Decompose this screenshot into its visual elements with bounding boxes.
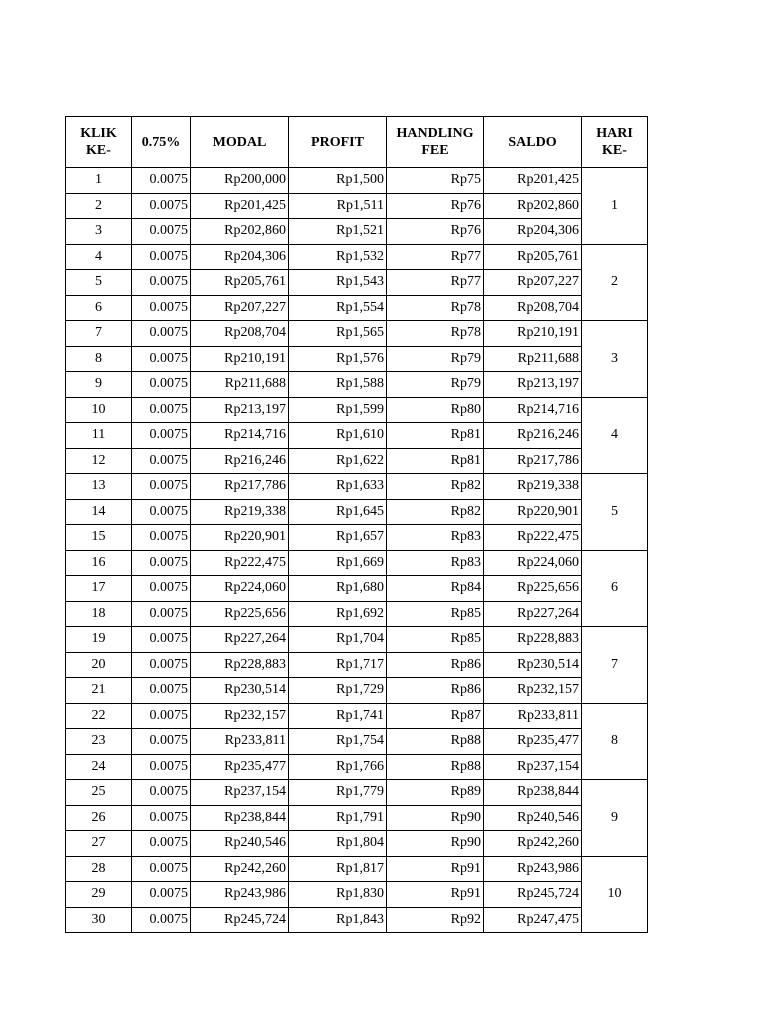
- cell-modal: Rp224,060: [191, 576, 289, 602]
- table-row: [66, 474, 648, 500]
- table-row: [66, 729, 648, 755]
- cell-saldo: Rp216,246: [484, 423, 582, 449]
- cell-rate: 0.0075: [132, 244, 191, 270]
- table-row: [66, 372, 648, 398]
- cell-hari: 8: [582, 703, 648, 780]
- cell-profit: Rp1,511: [289, 193, 387, 219]
- cell-klik: 17: [66, 576, 132, 602]
- cell-modal: Rp233,811: [191, 729, 289, 755]
- header-hari: [582, 117, 648, 168]
- cell-modal: Rp210,191: [191, 346, 289, 372]
- cell-modal: Rp200,000: [191, 168, 289, 194]
- cell-saldo: Rp222,475: [484, 525, 582, 551]
- cell-profit: Rp1,610: [289, 423, 387, 449]
- cell-profit: Rp1,669: [289, 550, 387, 576]
- cell-klik: 22: [66, 703, 132, 729]
- cell-rate: 0.0075: [132, 219, 191, 245]
- cell-fee: Rp79: [387, 346, 484, 372]
- cell-rate: 0.0075: [132, 321, 191, 347]
- header-fee-line2: FEE: [421, 143, 449, 158]
- table-row: [66, 295, 648, 321]
- cell-saldo: Rp205,761: [484, 244, 582, 270]
- cell-profit: Rp1,554: [289, 295, 387, 321]
- cell-profit: Rp1,779: [289, 780, 387, 806]
- cell-rate: 0.0075: [132, 168, 191, 194]
- cell-modal: Rp222,475: [191, 550, 289, 576]
- cell-klik: 24: [66, 754, 132, 780]
- cell-profit: Rp1,657: [289, 525, 387, 551]
- cell-profit: Rp1,754: [289, 729, 387, 755]
- table-row: [66, 550, 648, 576]
- cell-saldo: Rp232,157: [484, 678, 582, 704]
- cell-modal: Rp201,425: [191, 193, 289, 219]
- cell-saldo: Rp220,901: [484, 499, 582, 525]
- cell-fee: Rp81: [387, 423, 484, 449]
- cell-fee: Rp88: [387, 754, 484, 780]
- table-row: [66, 805, 648, 831]
- cell-klik: 25: [66, 780, 132, 806]
- table-row: [66, 627, 648, 653]
- cell-hari: 7: [582, 627, 648, 704]
- cell-saldo: Rp233,811: [484, 703, 582, 729]
- header-modal: MODAL: [191, 117, 289, 168]
- table-row: [66, 321, 648, 347]
- cell-rate: 0.0075: [132, 907, 191, 933]
- cell-saldo: Rp237,154: [484, 754, 582, 780]
- table-row: [66, 525, 648, 551]
- cell-fee: Rp77: [387, 244, 484, 270]
- cell-profit: Rp1,704: [289, 627, 387, 653]
- cell-saldo: Rp202,860: [484, 193, 582, 219]
- cell-profit: Rp1,804: [289, 831, 387, 857]
- cell-hari: 1: [582, 168, 648, 245]
- cell-fee: Rp91: [387, 882, 484, 908]
- cell-rate: 0.0075: [132, 882, 191, 908]
- cell-fee: Rp84: [387, 576, 484, 602]
- cell-profit: Rp1,741: [289, 703, 387, 729]
- cell-profit: Rp1,817: [289, 856, 387, 882]
- cell-rate: 0.0075: [132, 550, 191, 576]
- cell-modal: Rp225,656: [191, 601, 289, 627]
- cell-klik: 23: [66, 729, 132, 755]
- cell-klik: 19: [66, 627, 132, 653]
- cell-saldo: Rp207,227: [484, 270, 582, 296]
- cell-modal: Rp245,724: [191, 907, 289, 933]
- cell-saldo: Rp245,724: [484, 882, 582, 908]
- table-row: [66, 831, 648, 857]
- cell-fee: Rp80: [387, 397, 484, 423]
- cell-modal: Rp202,860: [191, 219, 289, 245]
- cell-rate: 0.0075: [132, 397, 191, 423]
- table-body: [66, 168, 648, 933]
- cell-klik: 5: [66, 270, 132, 296]
- cell-klik: 16: [66, 550, 132, 576]
- cell-rate: 0.0075: [132, 448, 191, 474]
- cell-rate: 0.0075: [132, 856, 191, 882]
- cell-modal: Rp217,786: [191, 474, 289, 500]
- header-row: [66, 117, 648, 168]
- header-saldo: SALDO: [484, 117, 582, 168]
- cell-fee: Rp86: [387, 652, 484, 678]
- cell-fee: Rp78: [387, 321, 484, 347]
- cell-saldo: Rp235,477: [484, 729, 582, 755]
- table-row: [66, 856, 648, 882]
- cell-saldo: Rp225,656: [484, 576, 582, 602]
- cell-rate: 0.0075: [132, 729, 191, 755]
- cell-rate: 0.0075: [132, 703, 191, 729]
- header-fee-line1: HANDLING: [396, 126, 474, 141]
- cell-fee: Rp75: [387, 168, 484, 194]
- cell-profit: Rp1,843: [289, 907, 387, 933]
- cell-klik: 30: [66, 907, 132, 933]
- cell-profit: Rp1,500: [289, 168, 387, 194]
- cell-klik: 4: [66, 244, 132, 270]
- cell-klik: 15: [66, 525, 132, 551]
- table-row: [66, 423, 648, 449]
- cell-modal: Rp211,688: [191, 372, 289, 398]
- cell-fee: Rp76: [387, 219, 484, 245]
- cell-fee: Rp82: [387, 474, 484, 500]
- cell-saldo: Rp224,060: [484, 550, 582, 576]
- cell-fee: Rp77: [387, 270, 484, 296]
- table-row: [66, 780, 648, 806]
- cell-fee: Rp83: [387, 525, 484, 551]
- header-klik-line1: KLIK: [80, 126, 117, 141]
- cell-fee: Rp78: [387, 295, 484, 321]
- cell-profit: Rp1,680: [289, 576, 387, 602]
- cell-klik: 13: [66, 474, 132, 500]
- cell-profit: Rp1,830: [289, 882, 387, 908]
- cell-klik: 18: [66, 601, 132, 627]
- cell-rate: 0.0075: [132, 678, 191, 704]
- cell-fee: Rp90: [387, 831, 484, 857]
- cell-klik: 14: [66, 499, 132, 525]
- cell-profit: Rp1,576: [289, 346, 387, 372]
- cell-fee: Rp85: [387, 627, 484, 653]
- cell-profit: Rp1,599: [289, 397, 387, 423]
- header-hari-line2: KE-: [602, 143, 627, 158]
- cell-modal: Rp230,514: [191, 678, 289, 704]
- table-header: [66, 117, 648, 168]
- cell-modal: Rp220,901: [191, 525, 289, 551]
- cell-fee: Rp86: [387, 678, 484, 704]
- cell-modal: Rp214,716: [191, 423, 289, 449]
- cell-rate: 0.0075: [132, 576, 191, 602]
- cell-profit: Rp1,692: [289, 601, 387, 627]
- table-row: [66, 448, 648, 474]
- cell-hari: 5: [582, 474, 648, 551]
- cell-profit: Rp1,543: [289, 270, 387, 296]
- header-klik-line2: KE-: [86, 143, 111, 158]
- cell-rate: 0.0075: [132, 831, 191, 857]
- header-hari-line1: HARI: [596, 126, 633, 141]
- cell-rate: 0.0075: [132, 652, 191, 678]
- cell-rate: 0.0075: [132, 754, 191, 780]
- cell-fee: Rp81: [387, 448, 484, 474]
- cell-hari: 3: [582, 321, 648, 398]
- cell-rate: 0.0075: [132, 270, 191, 296]
- cell-rate: 0.0075: [132, 346, 191, 372]
- table-row: [66, 703, 648, 729]
- cell-klik: 7: [66, 321, 132, 347]
- cell-klik: 27: [66, 831, 132, 857]
- cell-modal: Rp240,546: [191, 831, 289, 857]
- table-row: [66, 882, 648, 908]
- cell-rate: 0.0075: [132, 295, 191, 321]
- table-row: [66, 193, 648, 219]
- cell-profit: Rp1,791: [289, 805, 387, 831]
- cell-klik: 28: [66, 856, 132, 882]
- cell-hari: 2: [582, 244, 648, 321]
- cell-saldo: Rp217,786: [484, 448, 582, 474]
- cell-klik: 2: [66, 193, 132, 219]
- cell-klik: 1: [66, 168, 132, 194]
- cell-rate: 0.0075: [132, 805, 191, 831]
- cell-profit: Rp1,521: [289, 219, 387, 245]
- cell-modal: Rp238,844: [191, 805, 289, 831]
- cell-saldo: Rp230,514: [484, 652, 582, 678]
- table-row: [66, 244, 648, 270]
- table-row: [66, 576, 648, 602]
- cell-saldo: Rp240,546: [484, 805, 582, 831]
- cell-rate: 0.0075: [132, 601, 191, 627]
- cell-klik: 21: [66, 678, 132, 704]
- table-row: [66, 168, 648, 194]
- cell-rate: 0.0075: [132, 499, 191, 525]
- table-row: [66, 754, 648, 780]
- table-row: [66, 499, 648, 525]
- cell-klik: 20: [66, 652, 132, 678]
- cell-saldo: Rp219,338: [484, 474, 582, 500]
- cell-saldo: Rp214,716: [484, 397, 582, 423]
- cell-fee: Rp83: [387, 550, 484, 576]
- cell-klik: 12: [66, 448, 132, 474]
- cell-profit: Rp1,622: [289, 448, 387, 474]
- cell-saldo: Rp227,264: [484, 601, 582, 627]
- cell-rate: 0.0075: [132, 627, 191, 653]
- cell-saldo: Rp242,260: [484, 831, 582, 857]
- table-row: [66, 678, 648, 704]
- header-rate: 0.75%: [132, 117, 191, 168]
- cell-hari: 6: [582, 550, 648, 627]
- cell-klik: 8: [66, 346, 132, 372]
- cell-fee: Rp88: [387, 729, 484, 755]
- cell-fee: Rp91: [387, 856, 484, 882]
- table-row: [66, 652, 648, 678]
- cell-fee: Rp85: [387, 601, 484, 627]
- cell-modal: Rp204,306: [191, 244, 289, 270]
- cell-saldo: Rp211,688: [484, 346, 582, 372]
- cell-fee: Rp90: [387, 805, 484, 831]
- table-row: [66, 907, 648, 933]
- cell-profit: Rp1,766: [289, 754, 387, 780]
- table-row: [66, 346, 648, 372]
- cell-modal: Rp228,883: [191, 652, 289, 678]
- cell-profit: Rp1,565: [289, 321, 387, 347]
- cell-profit: Rp1,717: [289, 652, 387, 678]
- cell-modal: Rp235,477: [191, 754, 289, 780]
- cell-profit: Rp1,729: [289, 678, 387, 704]
- profit-table: [65, 116, 648, 933]
- table-row: [66, 601, 648, 627]
- cell-saldo: Rp201,425: [484, 168, 582, 194]
- cell-modal: Rp216,246: [191, 448, 289, 474]
- table-row: [66, 270, 648, 296]
- cell-modal: Rp232,157: [191, 703, 289, 729]
- cell-saldo: Rp247,475: [484, 907, 582, 933]
- cell-saldo: Rp243,986: [484, 856, 582, 882]
- cell-saldo: Rp210,191: [484, 321, 582, 347]
- header-profit: PROFIT: [289, 117, 387, 168]
- cell-klik: 3: [66, 219, 132, 245]
- cell-fee: Rp92: [387, 907, 484, 933]
- cell-modal: Rp213,197: [191, 397, 289, 423]
- cell-fee: Rp76: [387, 193, 484, 219]
- cell-saldo: Rp228,883: [484, 627, 582, 653]
- cell-klik: 6: [66, 295, 132, 321]
- cell-modal: Rp207,227: [191, 295, 289, 321]
- cell-rate: 0.0075: [132, 193, 191, 219]
- cell-rate: 0.0075: [132, 372, 191, 398]
- cell-saldo: Rp238,844: [484, 780, 582, 806]
- table-row: [66, 397, 648, 423]
- cell-hari: 10: [582, 856, 648, 933]
- cell-modal: Rp243,986: [191, 882, 289, 908]
- table-row: [66, 219, 648, 245]
- cell-klik: 9: [66, 372, 132, 398]
- cell-saldo: Rp213,197: [484, 372, 582, 398]
- cell-saldo: Rp204,306: [484, 219, 582, 245]
- cell-saldo: Rp208,704: [484, 295, 582, 321]
- cell-profit: Rp1,532: [289, 244, 387, 270]
- cell-profit: Rp1,588: [289, 372, 387, 398]
- header-fee: [387, 117, 484, 168]
- cell-profit: Rp1,645: [289, 499, 387, 525]
- cell-fee: Rp82: [387, 499, 484, 525]
- cell-klik: 11: [66, 423, 132, 449]
- cell-modal: Rp237,154: [191, 780, 289, 806]
- cell-hari: 9: [582, 780, 648, 857]
- cell-rate: 0.0075: [132, 474, 191, 500]
- cell-profit: Rp1,633: [289, 474, 387, 500]
- cell-rate: 0.0075: [132, 525, 191, 551]
- cell-modal: Rp227,264: [191, 627, 289, 653]
- cell-klik: 26: [66, 805, 132, 831]
- cell-rate: 0.0075: [132, 423, 191, 449]
- cell-fee: Rp87: [387, 703, 484, 729]
- cell-klik: 10: [66, 397, 132, 423]
- header-klik: [66, 117, 132, 168]
- cell-fee: Rp79: [387, 372, 484, 398]
- cell-modal: Rp208,704: [191, 321, 289, 347]
- cell-klik: 29: [66, 882, 132, 908]
- cell-modal: Rp219,338: [191, 499, 289, 525]
- cell-modal: Rp242,260: [191, 856, 289, 882]
- cell-fee: Rp89: [387, 780, 484, 806]
- cell-rate: 0.0075: [132, 780, 191, 806]
- cell-modal: Rp205,761: [191, 270, 289, 296]
- cell-hari: 4: [582, 397, 648, 474]
